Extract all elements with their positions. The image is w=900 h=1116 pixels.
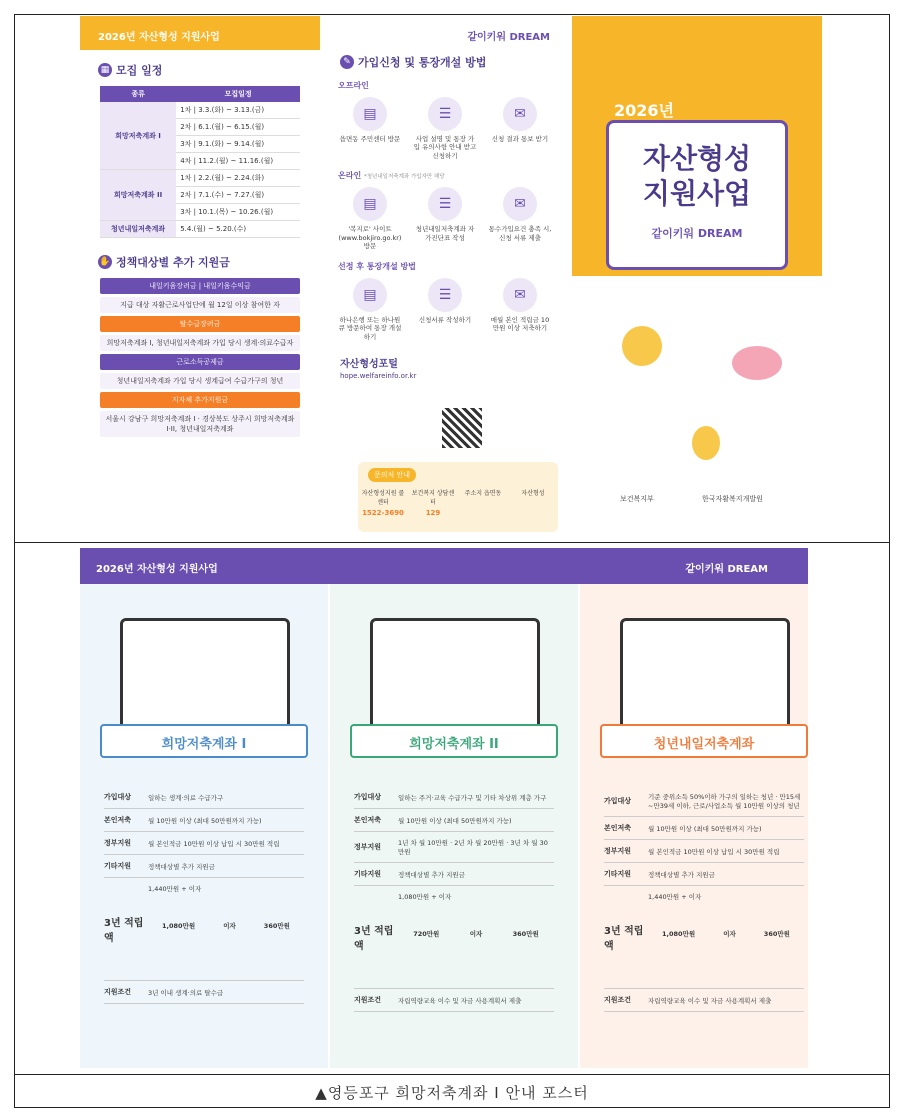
step-item <box>488 278 552 341</box>
schedule-type: 희망저축계좌 I <box>100 102 176 170</box>
bank-icon: ✉ <box>503 278 537 312</box>
contact-item <box>461 488 505 517</box>
step-item <box>338 187 402 250</box>
message-icon: ✉ <box>503 97 537 131</box>
cond-row <box>354 989 554 1012</box>
years-label: 3년 적립액 <box>104 918 144 944</box>
cover-illustration <box>612 306 792 476</box>
amount-value: 360만원 <box>263 922 290 930</box>
extra-desc: 희망저축계좌 I, 청년내일저축계좌 가입 당시 생계·의료수급자 <box>100 335 300 351</box>
extra-title <box>98 254 320 270</box>
schedule-date: 4차 | 11.2.(월) ~ 11.16.(월) <box>176 153 300 170</box>
info-value: 기준 중위소득 50%이하 가구의 일하는 청년 · 만15세~만39세 이하, 근로/사업소득 월 10만원 이상의 청년 <box>648 793 801 810</box>
info-row <box>354 832 554 863</box>
total-text: 1,080만원 + 이자 <box>398 893 452 901</box>
amount-value: 360만원 <box>763 930 790 938</box>
hand-icon: ✋ <box>99 257 111 267</box>
info-key: 본인저축 <box>104 816 132 824</box>
contact-item <box>361 488 405 517</box>
cond-row <box>104 981 304 1004</box>
cond-value: 자립역량교육 이수 및 자금 사용계획서 제출 <box>398 996 522 1005</box>
bottom-header <box>80 548 808 584</box>
extra-label: 근로소득공제금 <box>100 354 300 370</box>
info-value: 1년 차 월 10만원 · 2년 차 월 20만원 · 3년 차 월 30만원 <box>398 839 548 856</box>
extra-list <box>80 278 320 437</box>
schedule-date: 2차 | 6.1.(월) ~ 6.15.(월) <box>176 119 300 136</box>
info-value: 월 10만원 이상 (최대 50만원까지 가능) <box>148 816 262 825</box>
extra-desc: 청년내일저축계좌 가입 당시 생계급여 수급가구의 청년 <box>100 373 300 389</box>
schedule-type: 희망저축계좌 II <box>100 170 176 221</box>
contact-number: 1522-3690 <box>362 509 404 517</box>
cover-title-1: 자산형성 <box>642 142 752 175</box>
info-row <box>104 832 304 855</box>
portal-title: 자산형성포털 <box>340 358 398 370</box>
contact-number: 129 <box>425 509 441 517</box>
info-value: 월 10만원 이상 (최대 50만원까지 가능) <box>648 824 762 833</box>
total-block <box>148 884 304 974</box>
cover-year: 2026년 <box>614 101 674 120</box>
schedule-type: 청년내일저축계좌 <box>100 221 176 238</box>
contact-name: 자산형성지원 콜센터 <box>361 490 405 506</box>
schedule-row <box>100 170 300 187</box>
step-text: '복지로' 사이트 (www.bokjiro.go.kr) 방문 <box>338 225 402 251</box>
schedule-row <box>100 221 300 238</box>
info-key: 정부지원 <box>604 847 632 855</box>
extra-desc: 서울시 강남구 희망저축계좌 I · 경상북도 상주시 희망저축계좌 I·II, 청년내일저축계좌 <box>100 411 300 437</box>
total-block <box>398 892 554 982</box>
after-steps <box>322 278 568 341</box>
schedule-date: 5.4.(월) ~ 5.20.(수) <box>176 221 300 238</box>
panel-apply <box>322 16 568 538</box>
total-text: 1,440만원 + 이자 <box>648 893 702 901</box>
step-text: 통수가입요건 충족 시, 신청 서류 제출 <box>488 225 552 242</box>
info-value: 월 본인적금 10만원 이상 납입 시 30만원 적립 <box>648 847 780 856</box>
extra-desc: 지급 대상 자활근로사업단에 월 12일 이상 참여한 자 <box>100 297 300 313</box>
apply-title-text: 가입신청 및 통장개설 방법 <box>358 56 487 69</box>
panel-header: 2026년 자산형성 지원사업 <box>80 16 320 50</box>
online-note: *청년내일저축계좌 가입자만 해당 <box>363 174 445 181</box>
info-key: 기타지원 <box>104 862 132 870</box>
document-icon: ☰ <box>428 97 462 131</box>
account-name: 청년내일저축계좌 <box>600 724 808 758</box>
contact-item <box>511 488 555 517</box>
years-label: 3년 적립액 <box>604 926 644 952</box>
info-key: 정부지원 <box>104 839 132 847</box>
info-row <box>604 840 804 863</box>
step-item <box>488 187 552 250</box>
info-key: 가입대상 <box>354 793 382 801</box>
cond-value: 3년 이내 생계·의료 탈수급 <box>148 988 224 997</box>
info-row <box>354 786 554 809</box>
schedule-date: 1차 | 3.3.(화) ~ 3.13.(금) <box>176 102 300 119</box>
account-name: 희망저축계좌 II <box>350 724 558 758</box>
cover-sub: 같이키워 DREAM <box>651 227 743 240</box>
extra-label: 내일키움장려금 | 내일키움수익금 <box>100 278 300 294</box>
schedule-table <box>100 86 300 238</box>
org-1: 보건복지부 <box>620 495 654 503</box>
info-value: 정책대상별 추가 지원금 <box>148 862 215 871</box>
col-header: 모집일정 <box>176 86 300 102</box>
cover-title-2: 지원사업 <box>642 177 752 210</box>
account-panel-2 <box>330 548 578 1068</box>
bankbook-icon: ▤ <box>353 278 387 312</box>
info-value: 정책대상별 추가 지원금 <box>648 870 715 879</box>
account-illustration <box>620 618 790 738</box>
contact-name: 주소지 읍면동 <box>464 490 502 497</box>
total-text: 1,440만원 + 이자 <box>148 885 202 893</box>
contact-list <box>358 488 558 517</box>
submit-icon: ✉ <box>503 187 537 221</box>
total-row <box>354 886 554 989</box>
col-header: 종류 <box>100 86 176 102</box>
egg-icon <box>692 426 720 460</box>
divider <box>14 542 890 543</box>
portal-url[interactable]: hope.welfareinfo.or.kr <box>340 371 417 380</box>
schedule-date: 2차 | 7.1.(수) ~ 7.27.(월) <box>176 187 300 204</box>
info-row <box>104 855 304 878</box>
online-steps <box>322 187 568 250</box>
amount-value: 720만원 <box>413 930 440 938</box>
cond-label: 지원조건 <box>604 996 632 1004</box>
total-row <box>604 886 804 989</box>
cond-row <box>604 989 804 1012</box>
extra-title-text: 정책대상별 추가 지원금 <box>116 256 230 269</box>
schedule-title <box>98 62 320 78</box>
info-row <box>104 786 304 809</box>
amount-value: 360만원 <box>512 930 539 938</box>
after-label: 선정 후 통장개설 방법 <box>338 261 416 271</box>
step-text: 신청 결과 통보 받기 <box>491 135 549 143</box>
step-item <box>413 278 477 341</box>
info-key: 가입대상 <box>604 797 632 805</box>
form-icon: ☰ <box>428 278 462 312</box>
step-text: 사업 설명 및 통장 가입 유의사항 안내 받고 신청하기 <box>413 135 477 160</box>
info-row <box>604 863 804 886</box>
years-label: 3년 적립액 <box>354 926 394 952</box>
amounts <box>398 929 554 938</box>
offline-steps <box>322 97 568 160</box>
org-2: 한국자활복지개발원 <box>702 495 763 503</box>
online-label <box>338 170 568 181</box>
amounts <box>648 929 804 938</box>
bottom-header-right: 같이키워 DREAM <box>685 564 768 575</box>
info-key: 본인저축 <box>354 816 382 824</box>
qr-code <box>442 408 482 448</box>
account-panel-3 <box>580 548 808 1068</box>
piggybank-icon <box>732 346 782 380</box>
step-item <box>413 187 477 250</box>
cond-value: 자립역량교육 이수 및 자금 사용계획서 제출 <box>648 996 772 1005</box>
contact-box <box>358 462 558 532</box>
step-item <box>413 97 477 160</box>
calendar-icon: ▦ <box>98 63 112 77</box>
step-item <box>338 278 402 341</box>
offline-label: 오프라인 <box>338 81 369 90</box>
amount-value: 이자 <box>723 930 736 938</box>
step-text: 매월 본인 적립금 10만원 이상 저축하기 <box>490 315 550 333</box>
contact-name: 자산형성 <box>521 490 545 497</box>
schedule-date: 3차 | 10.1.(목) ~ 10.26.(월) <box>176 204 300 221</box>
step-text: 하나은행 또는 하나원큐 방문하여 통장 개설하기 <box>338 315 402 341</box>
info-key: 정부지원 <box>354 843 382 851</box>
step-text: 신청서류 작성하기 <box>418 315 472 324</box>
cover-title-box <box>606 120 788 270</box>
info-row <box>104 809 304 832</box>
online-label-text: 온라인 <box>338 171 362 181</box>
info-row <box>354 809 554 832</box>
step-text: 청년내일저축계좌 자가진단표 작성 <box>415 225 475 242</box>
step-item <box>338 97 402 160</box>
building-icon: ▤ <box>353 97 387 131</box>
info-key: 기타지원 <box>354 870 382 878</box>
account-info <box>604 786 804 1012</box>
info-value: 일하는 주거·교육 수급가구 및 기타 차상위 계층 가구 <box>398 793 547 802</box>
contact-item <box>411 488 455 517</box>
schedule-title-text: 모집 일정 <box>116 64 163 77</box>
info-value: 월 본인적금 10만원 이상 납입 시 30만원 적립 <box>148 839 280 848</box>
amounts <box>148 921 304 930</box>
contact-name: 보건복지 상담센터 <box>411 490 455 506</box>
cond-label: 지원조건 <box>104 988 132 996</box>
cond-label: 지원조건 <box>354 996 382 1004</box>
bottom-header-left: 2026년 자산형성 지원사업 <box>96 564 218 575</box>
info-value: 월 10만원 이상 (최대 50만원까지 가능) <box>398 816 512 825</box>
info-row <box>604 786 804 817</box>
info-row <box>604 817 804 840</box>
extra-label: 지자체 추가지원금 <box>100 392 300 408</box>
account-info <box>104 786 304 1004</box>
monitor-icon: ▤ <box>353 187 387 221</box>
amount-value: 1,080만원 <box>162 922 196 930</box>
info-value: 일하는 생계·의료 수급가구 <box>148 793 224 802</box>
apply-title <box>340 54 568 70</box>
caption: ▲영등포구 희망저축계좌 Ⅰ 안내 포스터 <box>14 1074 890 1108</box>
total-block <box>648 892 804 982</box>
schedule-date: 1차 | 2.2.(월) ~ 2.24.(화) <box>176 170 300 187</box>
checklist-icon: ☰ <box>428 187 462 221</box>
panel-header-right: 같이키워 DREAM <box>322 16 568 50</box>
account-panel-1 <box>80 548 328 1068</box>
extra-label: 탈수급장려금 <box>100 316 300 332</box>
lightbulb-icon: ✎ <box>340 55 354 69</box>
schedule-row <box>100 102 300 119</box>
step-item <box>488 97 552 160</box>
info-value: 정책대상별 추가 지원금 <box>398 870 465 879</box>
panel-cover <box>572 16 822 538</box>
amount-value: 1,080만원 <box>662 930 696 938</box>
account-info <box>354 786 554 1012</box>
coin-icon <box>622 326 662 366</box>
panel-schedule <box>80 16 320 538</box>
amount-value: 이자 <box>469 930 483 938</box>
schedule-date: 3차 | 9.1.(화) ~ 9.14.(월) <box>176 136 300 153</box>
info-key: 기타지원 <box>604 870 632 878</box>
info-key: 가입대상 <box>104 793 132 801</box>
info-row <box>354 863 554 886</box>
total-row <box>104 878 304 981</box>
account-illustration <box>370 618 540 738</box>
account-name: 희망저축계좌 I <box>100 724 308 758</box>
contact-title: 문의처 안내 <box>368 468 416 482</box>
step-text: 읍면동 주민센터 방문 <box>339 135 401 143</box>
info-key: 본인저축 <box>604 824 632 832</box>
amount-value: 이자 <box>223 922 236 930</box>
account-illustration <box>120 618 290 738</box>
